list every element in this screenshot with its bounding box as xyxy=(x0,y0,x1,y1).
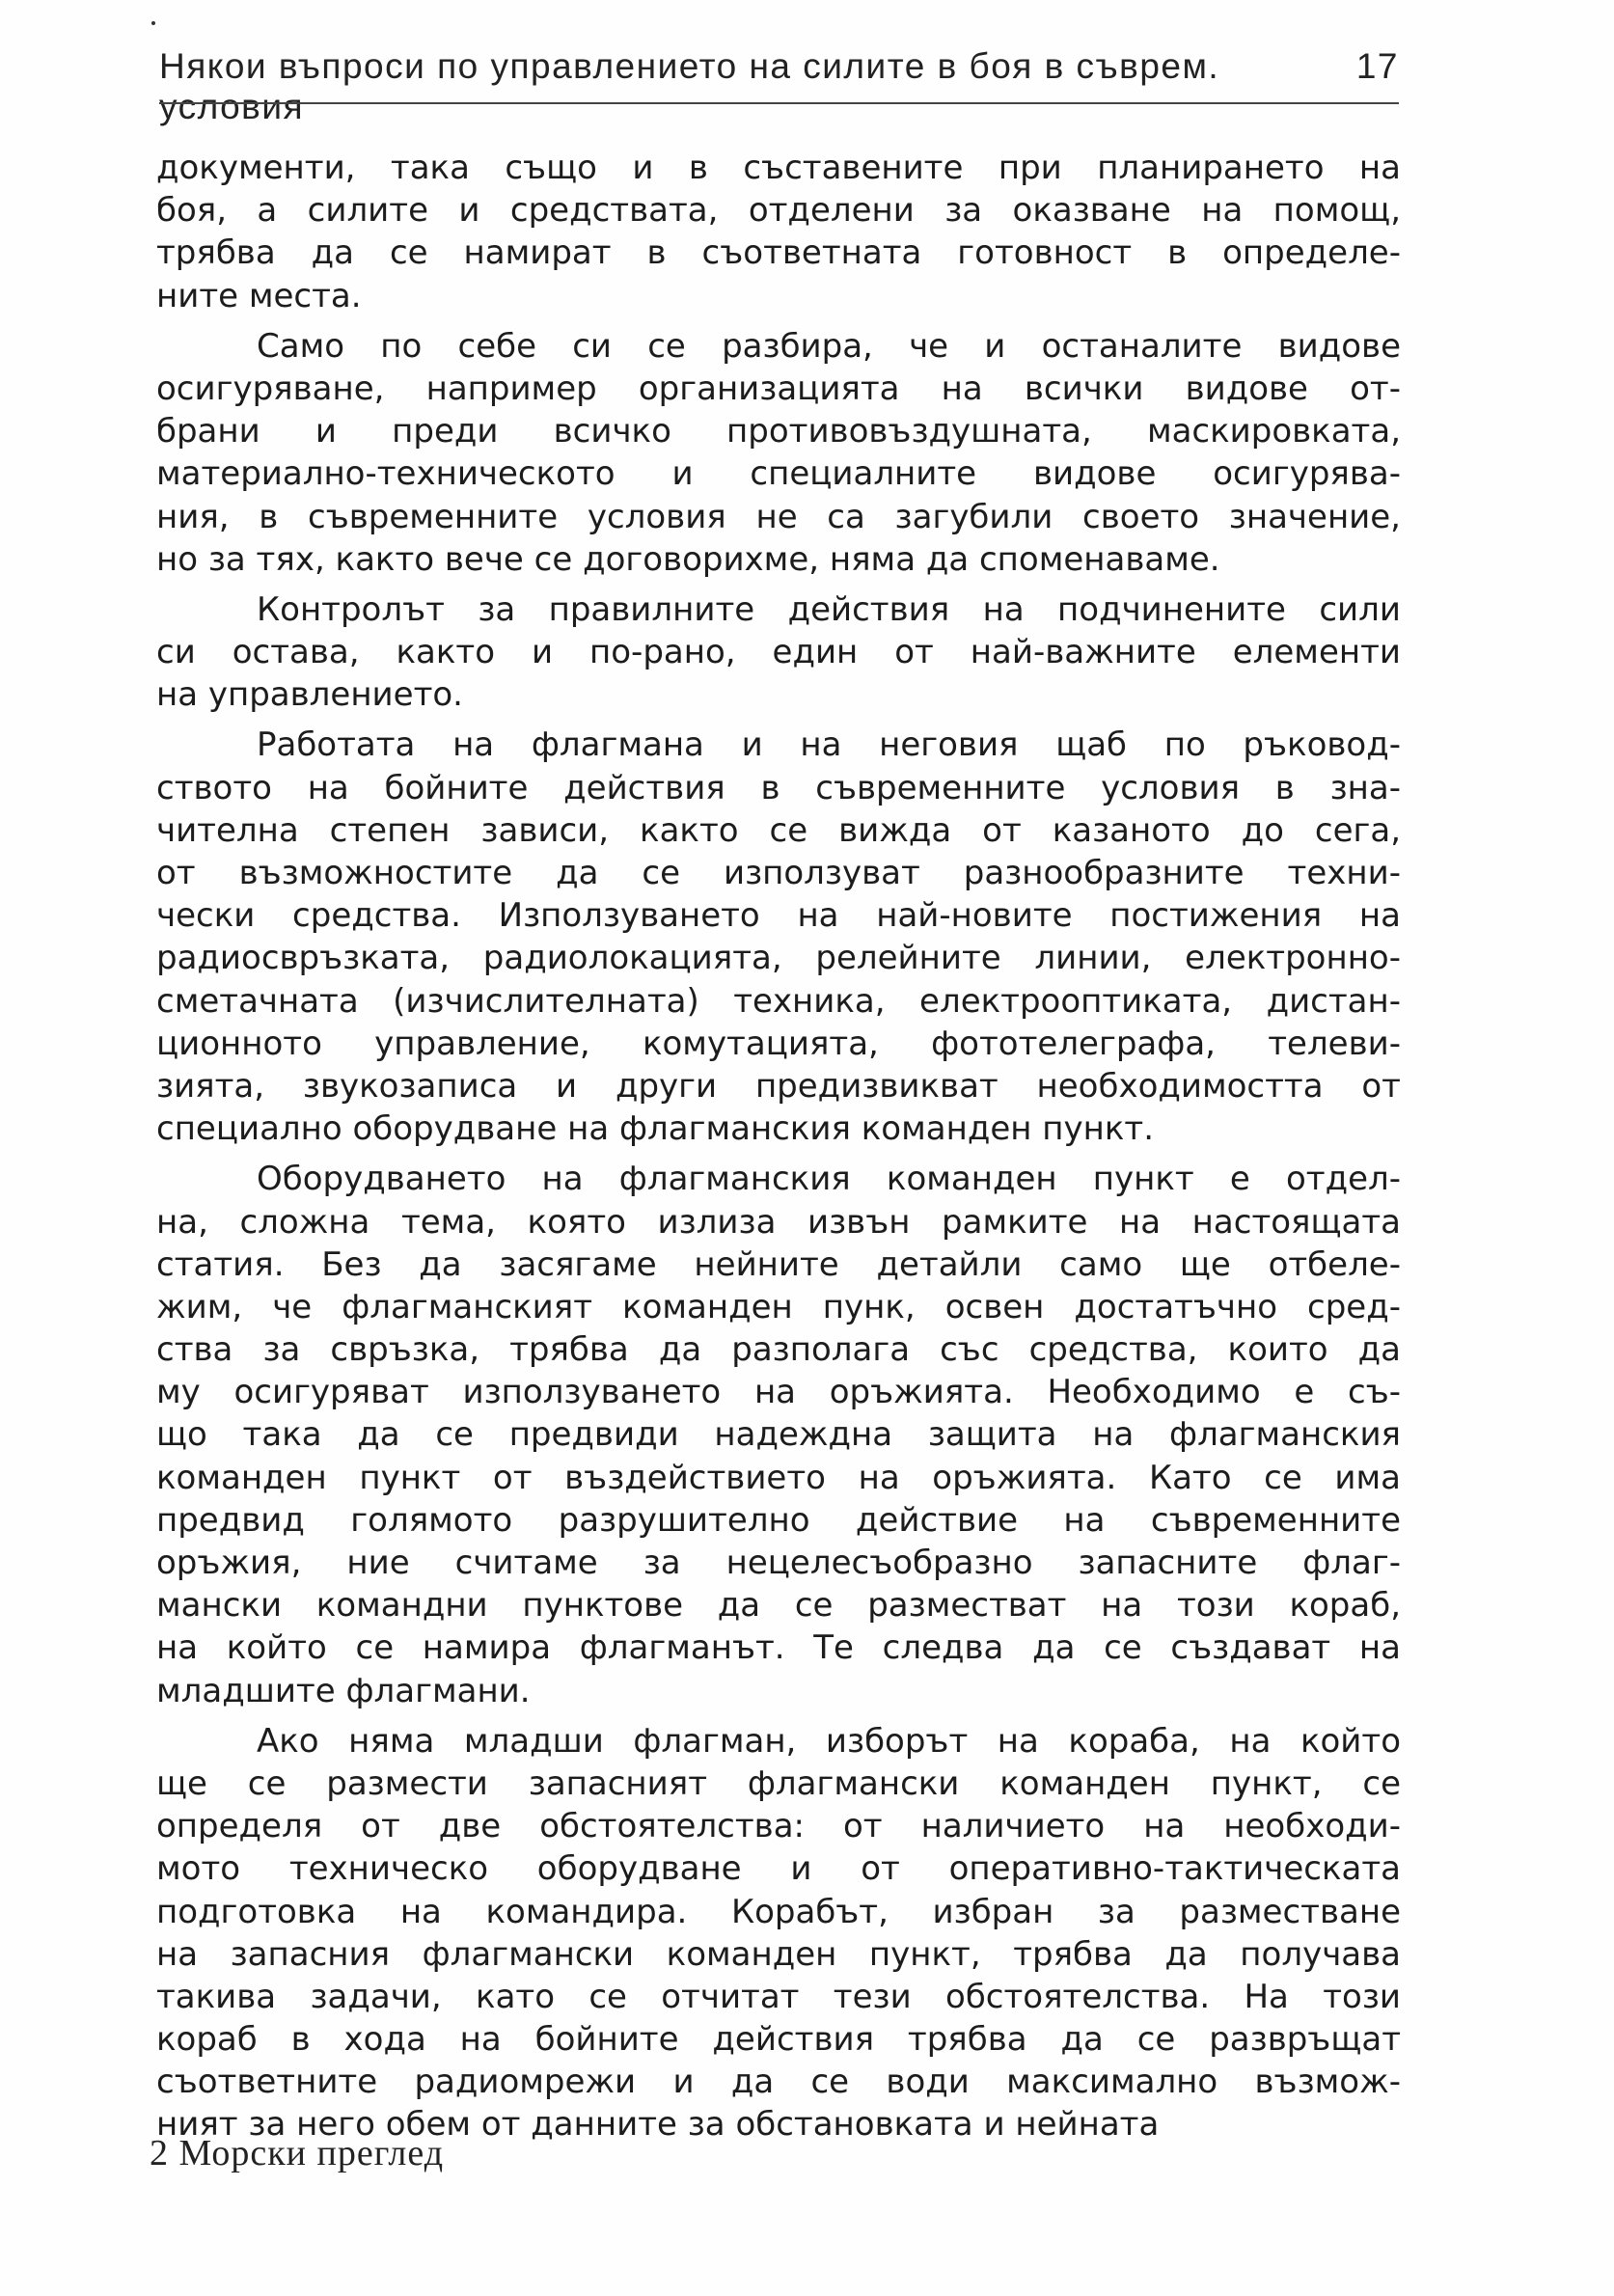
text-line: на управлението. xyxy=(156,675,463,715)
text-line: Контролът за правилните действия на подчинените сили xyxy=(257,589,1401,629)
paragraph-gap xyxy=(156,317,1401,325)
text-line: определя от две обстоятелства: от наличието на необходи- xyxy=(156,1807,1401,1846)
text-line: осигуряване, например организацията на всички видове от- xyxy=(156,369,1401,408)
text-line: но за тях, както вече се договорихме, няма да споменаваме. xyxy=(156,539,1220,579)
text-line: ционното управление, комутацията, фототелеграфа, телеви- xyxy=(156,1024,1401,1063)
text-line: чески средства. Използуването на най-новите постижения на xyxy=(156,896,1401,936)
paragraph-gap xyxy=(156,716,1401,724)
text-line: подготовка на командира. Корабът, избран за разместване xyxy=(156,1892,1401,1931)
text-line: документи, така също и в съставените при планирането на xyxy=(156,149,1401,187)
page-footer-signature: 2 Морски преглед xyxy=(150,2133,445,2173)
paragraph-gap xyxy=(156,581,1401,588)
text-line: предвид голямото разрушително действие на съвременните xyxy=(156,1500,1401,1540)
text-line: брани и преди всичко противовъздушната, маскировката, xyxy=(156,412,1401,451)
text-line: чителна степен зависи, както се вижда от казаното до сега, xyxy=(156,810,1401,850)
paragraph xyxy=(156,147,1401,317)
text-line: ства за свръзка, трябва да разполага със средства, които да xyxy=(156,1330,1401,1370)
text-line: ще се размести запасният флагмански команден пункт, се xyxy=(156,1763,1401,1803)
running-head xyxy=(159,46,1399,127)
text-line: специално оборудване на флагманския команден пункт. xyxy=(156,1109,1155,1149)
text-line: ния, в съвременните условия не са загубили своето значение, xyxy=(156,497,1401,536)
text-line: съответните радиомрежи и да се води максимално възмож- xyxy=(156,2063,1401,2102)
text-line: ният за него обем от данните за обстановката и нейната xyxy=(156,2105,1160,2145)
text-line: Оборудването на флагманския команден пункт е отдел- xyxy=(257,1160,1401,1199)
text-line: ните места. xyxy=(156,276,362,315)
paragraph xyxy=(156,588,1401,717)
text-line: Работата на флагмана и на неговия щаб по ръковод- xyxy=(257,725,1401,765)
paragraph xyxy=(156,325,1401,581)
text-line: оръжия, ние считаме за нецелесъобразно запасните флаг- xyxy=(156,1544,1401,1582)
text-line: такива задачи, като се отчитат тези обстоятелства. На този xyxy=(156,1977,1401,2016)
text-line: Само по себе си се разбира, че и останалите видове xyxy=(257,326,1401,366)
text-line: що така да се предвиди надеждна защита на флагманския xyxy=(156,1415,1401,1455)
text-line: статия. Без да засягаме нейните детайли само ще отбеле- xyxy=(156,1244,1401,1284)
text-line: команден пункт от въздействието на оръжията. Като се има xyxy=(156,1458,1401,1497)
text-line: Ако няма младши флагман, изборът на кораба, на който xyxy=(257,1721,1401,1761)
paragraph xyxy=(156,724,1401,1150)
paragraph-gap xyxy=(156,1712,1401,1720)
text-line: мото техническо оборудване и от оперативно-тактическата xyxy=(156,1849,1401,1889)
text-line: мански командни пунктове да се разместват на този кораб, xyxy=(156,1586,1401,1626)
header-rule xyxy=(159,102,1399,104)
text-line: зията, звукозаписа и други предизвикват необходимостта от xyxy=(156,1066,1401,1106)
text-line: на, сложна тема, която излиза извън рамките на настоящата xyxy=(156,1202,1401,1242)
text-line: на който се намира флагманът. Те следва да се създават на xyxy=(156,1628,1401,1668)
running-head-title: Някои въпроси по управлението на силите в боя в съврем. условия xyxy=(159,46,1220,126)
text-line: радиосвръзката, радиолокацията, релейните линии, електронно- xyxy=(156,939,1401,978)
page-number: 17 xyxy=(1355,46,1399,86)
body-text xyxy=(156,147,1401,2146)
text-line: от възможностите да се използуват разнообразните техни- xyxy=(156,854,1401,892)
paragraph xyxy=(156,1158,1401,1711)
text-line: ството на бойните действия в съвременните условия в зна- xyxy=(156,768,1401,807)
text-line: трябва да се намират в съответната готовност в определе- xyxy=(156,233,1401,273)
text-line: материално-техническото и специалните видове осигурява- xyxy=(156,454,1401,494)
text-line: боя, а силите и средствата, отделени за оказване на помощ, xyxy=(156,191,1401,231)
text-line: сметачната (изчислителната) техника, електрооптиката, дистан- xyxy=(156,981,1401,1021)
text-line: си остава, както и по-рано, един от най-важните елементи xyxy=(156,633,1401,672)
paragraph-gap xyxy=(156,1150,1401,1158)
text-line: жим, че флагманският команден пунк, освен достатъчно сред- xyxy=(156,1287,1401,1326)
text-line: на запасния флагмански команден пункт, трябва да получава xyxy=(156,1934,1401,1974)
text-line: му осигуряват използуването на оръжията. Необходимо е съ- xyxy=(156,1373,1401,1412)
print-speck xyxy=(151,21,155,25)
text-line: кораб в хода на бойните действия трябва да се развръщат xyxy=(156,2020,1401,2060)
text-line: младшите флагмани. xyxy=(156,1671,531,1710)
paragraph xyxy=(156,1720,1401,2146)
